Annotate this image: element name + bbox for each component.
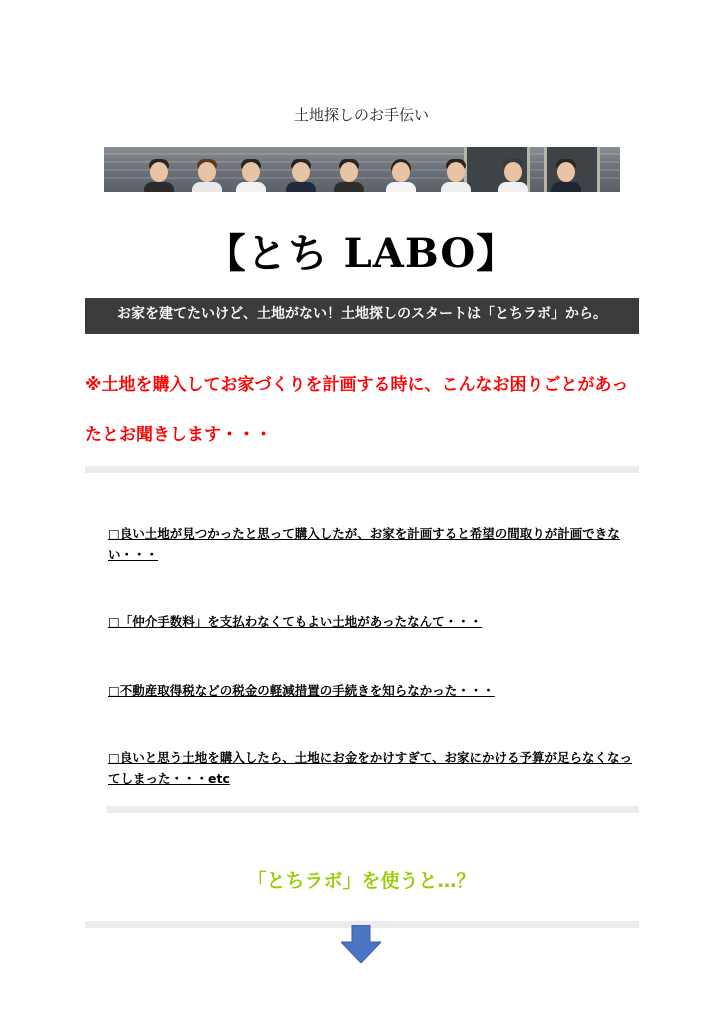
intro-banner: お家を建てたいけど、土地がない！土地探しのスタートは「とちラボ」から。 <box>85 298 639 334</box>
warning-text: ※土地を購入してお家づくりを計画する時に、こんなお困りごとがあったとお聞きします・・・ <box>85 375 629 445</box>
page-subtitle: 土地探しのお手伝い <box>293 106 429 124</box>
team-photo <box>104 147 620 192</box>
result-heading: 「とちラボ」を使うと…？ <box>247 870 476 892</box>
divider-top <box>85 466 639 473</box>
problem-item: □良いと思う土地を購入したら、土地にお金をかけすぎて、お家にかける予算が足らなくなってしまった・・・etc <box>108 750 633 786</box>
divider-middle <box>107 806 639 813</box>
problem-item: □不動産取得税などの税金の軽減措置の手続きを知らなかった・・・ <box>108 683 495 698</box>
problem-item: □良い土地が見つかったと思って購入したが、お家を計画すると希望の間取りが計画できない・・・ <box>108 526 620 562</box>
down-arrow-icon <box>341 925 381 963</box>
brand-title: 【とち LABO】 <box>205 230 518 277</box>
problem-item: □「仲介手数料」を支払わなくてもよい土地があったなんて・・・ <box>108 614 483 629</box>
